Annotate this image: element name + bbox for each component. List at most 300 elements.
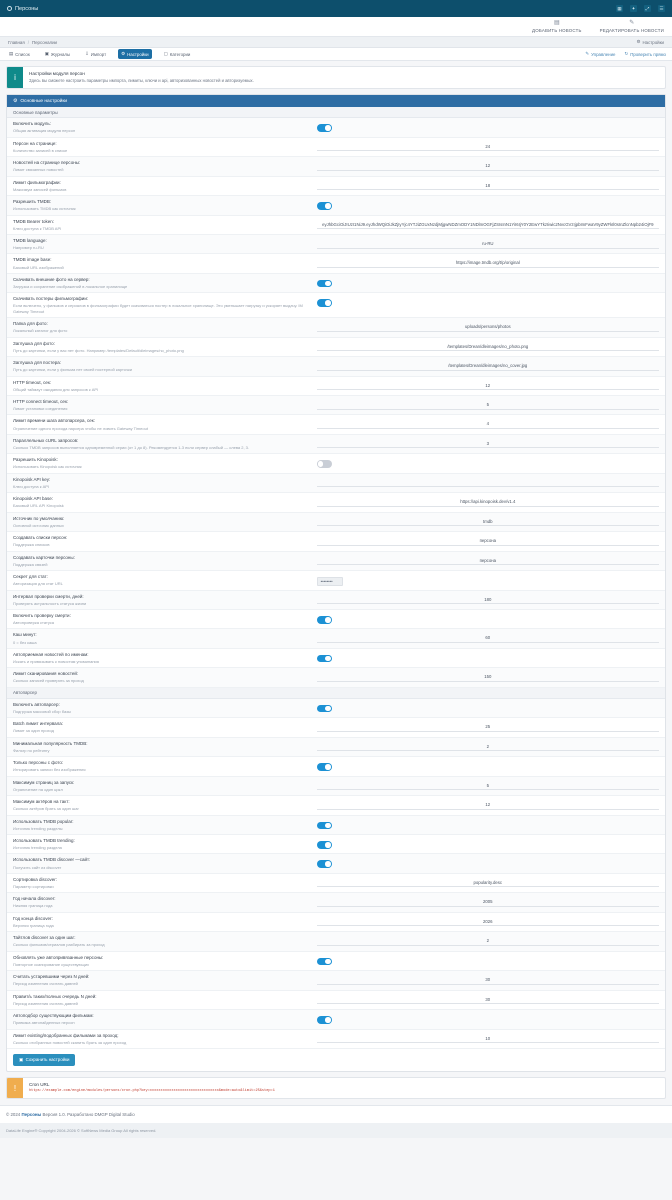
setting-label-group	[13, 955, 317, 967]
setting-control	[317, 516, 659, 527]
setting-hint: Получить сайт из discover	[13, 864, 62, 870]
setting-text-field[interactable]	[317, 163, 659, 171]
setting-text-field[interactable]	[317, 674, 659, 682]
setting-toggle[interactable]	[317, 958, 332, 966]
setting-control	[317, 141, 659, 152]
setting-control	[317, 180, 659, 191]
setting-hint: Путь до картинки, если у вас нет фото. Например /templates/Default/dleimages/no_photo.png	[13, 347, 184, 353]
breadcrumb-current: Персоналии	[31, 39, 58, 45]
setting-row	[7, 649, 665, 668]
setting-hint: Путь до картинки, если у фильма нет своей постерной карточки	[13, 367, 133, 373]
setting-text-field[interactable]	[317, 144, 659, 152]
footer-secondary	[0, 1123, 672, 1138]
setting-row	[7, 874, 665, 893]
setting-label-group	[13, 760, 317, 772]
setting-row	[7, 932, 665, 951]
setting-label: Год конца discover:	[13, 915, 53, 921]
setting-label-group	[13, 555, 317, 567]
manage-label: Управление	[591, 51, 616, 57]
setting-label: HTTP timeout, сек:	[13, 379, 52, 385]
gear-icon: ⚙	[13, 98, 18, 104]
setting-control	[317, 1013, 659, 1024]
setting-text-field[interactable]	[317, 899, 659, 907]
setting-hint: Загрузка и сохранение изображений в локальное хранилище	[13, 283, 128, 289]
setting-hint: Количество записей в списке	[13, 147, 68, 153]
setting-hint: Параметр сортировки	[13, 883, 54, 889]
setting-toggle[interactable]	[317, 1016, 332, 1024]
setting-toggle[interactable]	[317, 460, 332, 468]
manage-button[interactable]	[585, 51, 615, 57]
setting-row	[7, 157, 665, 176]
setting-text-field[interactable]	[317, 558, 659, 566]
setting-hint: Подгрузка массовой сбор базы	[13, 708, 71, 714]
setting-row	[7, 493, 665, 512]
setting-toggle[interactable]	[317, 841, 332, 849]
setting-row	[7, 474, 665, 493]
setting-row	[7, 777, 665, 796]
refresh-icon: ↻	[624, 51, 629, 56]
setting-label: Разрешить Kinopoisk:	[13, 457, 58, 463]
import-icon: ⇩	[85, 51, 89, 56]
setting-row	[7, 591, 665, 610]
setting-row	[7, 338, 665, 357]
setting-text-field[interactable]	[317, 241, 659, 249]
setting-row	[7, 1010, 665, 1029]
setting-text-field[interactable]	[317, 919, 659, 927]
setting-text-field[interactable]	[317, 880, 659, 888]
save-settings-button[interactable]	[13, 1054, 75, 1066]
setting-row	[7, 118, 665, 137]
setting-hint: Локальный каталог для фото	[13, 328, 68, 334]
tab-bar	[0, 48, 672, 61]
setting-toggle[interactable]	[317, 299, 332, 307]
setting-label: Использовать TMDB popular:	[13, 818, 74, 824]
setting-label: Kinopoisk API key:	[13, 476, 51, 482]
setting-label: Источник по умолчанию:	[13, 515, 65, 521]
setting-control	[317, 916, 659, 927]
setting-toggle[interactable]	[317, 860, 332, 868]
pencil-icon: ✎	[629, 20, 635, 27]
setting-control	[317, 877, 659, 888]
setting-control	[317, 477, 659, 488]
setting-label-group	[13, 199, 317, 211]
setting-control	[317, 760, 659, 771]
setting-hint: Источник trending раздела	[13, 845, 62, 851]
setting-row	[7, 629, 665, 648]
setting-hint: Общий таймаут ожидания для запросов к API	[13, 386, 99, 392]
setting-hint: Фильтр по рейтингу	[13, 747, 50, 753]
setting-hint: Лимит установки соединения	[13, 406, 68, 412]
setting-hint: Источник trending разделы	[13, 825, 63, 831]
tag-icon: ▢	[163, 51, 168, 56]
section-header: Автопарсер	[7, 688, 665, 699]
setting-control	[317, 360, 659, 371]
expand-icon[interactable]: ⤢	[645, 6, 650, 11]
setting-text-field[interactable]	[317, 597, 659, 605]
setting-control	[317, 296, 659, 307]
setting-row	[7, 610, 665, 629]
setting-label: Считать устаревшими через N дней:	[13, 974, 90, 980]
tab-categories-label: Категории	[169, 51, 191, 57]
footer-version: Версия 1.0.	[42, 1112, 66, 1118]
setting-control	[317, 613, 659, 624]
setting-toggle[interactable]	[317, 124, 332, 132]
setting-text-field[interactable]	[317, 499, 659, 507]
setting-toggle[interactable]	[317, 280, 332, 288]
setting-label-group	[13, 721, 317, 733]
setting-text-field[interactable]	[317, 938, 659, 946]
setting-row	[7, 415, 665, 434]
setting-label-group	[13, 877, 317, 889]
setting-label: Интервал проверки смерти, дней:	[13, 593, 84, 599]
setting-row	[7, 532, 665, 551]
cron-url-notice	[6, 1077, 666, 1099]
setting-label-group	[13, 141, 317, 153]
setting-row	[7, 893, 665, 912]
setting-control	[317, 277, 659, 288]
setting-label-group	[13, 160, 317, 172]
setting-label: Секрет для стат:	[13, 574, 48, 580]
setting-text-field[interactable]	[317, 222, 659, 230]
setting-toggle[interactable]	[317, 202, 332, 210]
setting-label: HTTP connect timeout, сек:	[13, 399, 69, 405]
setting-label-group	[13, 671, 317, 683]
setting-control	[317, 652, 659, 663]
breadcrumb-right-label: Настройки	[642, 39, 664, 45]
setting-label-group	[13, 180, 317, 192]
setting-text-field[interactable]	[317, 744, 659, 752]
setting-hint: Максимум записей фильмов	[13, 186, 67, 192]
setting-label-group	[13, 935, 317, 947]
setting-hint: Поддержка списков	[13, 542, 50, 548]
top-bar	[0, 0, 672, 17]
setting-label-group	[13, 516, 317, 528]
setting-label: Лимит времени шага автопарсера, сек:	[13, 418, 96, 424]
setting-toggle[interactable]	[317, 822, 332, 830]
setting-label-group	[13, 1033, 317, 1045]
setting-row	[7, 796, 665, 815]
setting-label: Каш минут:	[13, 632, 37, 638]
tab-list-label: Список	[15, 51, 30, 57]
setting-control	[317, 199, 659, 210]
setting-hint: Ключ доступа к API	[13, 483, 50, 489]
menu-icon[interactable]: ☰	[659, 5, 664, 11]
save-icon: ▣	[19, 1056, 24, 1062]
setting-label: Включить автопарсер:	[13, 701, 60, 707]
setting-hint: Например ru-RU	[13, 245, 44, 251]
setting-text-field[interactable]	[317, 344, 659, 352]
setting-label-group	[13, 896, 317, 908]
setting-label-group	[13, 799, 317, 811]
cron-url-code: https://example.com/engine/modules/persons/cron.php?key=xxxxxxxxxxxxxxxxxxxxxxxxxxxxxxxx&mode=auto&limit=25&step=1	[29, 1088, 275, 1093]
setting-row	[7, 196, 665, 215]
setting-row	[7, 435, 665, 454]
section-header: Основные параметры	[7, 107, 665, 118]
setting-label: Лимит existing/подобранных фильмами за проход:	[13, 1032, 119, 1038]
check-button[interactable]	[625, 51, 666, 57]
setting-hint: Авторизация для стат URL	[13, 581, 63, 587]
setting-label: Разрешить TMDB:	[13, 199, 52, 205]
setting-row	[7, 699, 665, 718]
setting-hint: Ключ доступа к TMDB API	[13, 225, 62, 231]
setting-row	[7, 571, 665, 590]
setting-label-group	[13, 296, 317, 314]
setting-label: Только персоны с фото:	[13, 760, 64, 766]
setting-toggle[interactable]	[317, 763, 332, 771]
setting-label: TMDB image base:	[13, 257, 52, 263]
setting-toggle[interactable]	[317, 705, 332, 713]
breadcrumb-settings-link[interactable]	[637, 39, 664, 45]
plus-doc-icon: ▤	[553, 20, 560, 27]
setting-hint: Общая активация модуля персон	[13, 128, 76, 134]
list-icon: ▤	[9, 51, 14, 56]
setting-text-field[interactable]	[317, 363, 659, 371]
setting-control	[317, 535, 659, 546]
setting-row	[7, 177, 665, 196]
setting-text-field[interactable]	[317, 635, 659, 643]
setting-text-field[interactable]	[317, 383, 659, 391]
setting-label-group	[13, 819, 317, 831]
setting-label-group	[13, 632, 317, 644]
edit-news-button[interactable]	[600, 19, 664, 34]
setting-label-group	[13, 219, 317, 231]
info-notice	[6, 66, 666, 89]
footer-primary	[0, 1105, 672, 1123]
setting-hint: Базовый URL изображений	[13, 264, 64, 270]
grid-icon[interactable]: ▦	[617, 5, 622, 11]
setting-row	[7, 971, 665, 990]
setting-control	[317, 219, 659, 230]
setting-label-group	[13, 477, 317, 489]
setting-control	[317, 238, 659, 249]
setting-text-field[interactable]	[317, 1036, 659, 1044]
setting-label: Тайтлов discover за один шаг:	[13, 935, 76, 941]
footer-suffix: Разработано DMGP Digital Studio	[67, 1112, 135, 1118]
setting-control	[317, 594, 659, 605]
setting-row	[7, 318, 665, 337]
setting-label-group	[13, 238, 317, 250]
setting-label-group	[13, 574, 317, 586]
setting-label-group	[13, 994, 317, 1006]
setting-text-field[interactable]	[317, 260, 659, 268]
setting-hint: Ограничение одного прохода парсера чтобы не ловить Gateway Timeout	[13, 425, 148, 431]
setting-row	[7, 668, 665, 687]
setting-row	[7, 835, 665, 854]
setting-row	[7, 216, 665, 235]
setting-label: Создавать карточки персоны:	[13, 554, 75, 560]
setting-hint: Если включено, у фильмов и сериалов в фильмографии будет скачиваться постер в локальное хранилище. Это уменьшает нагрузку и ускоряет выдачу. IM Gateway Timeout	[13, 303, 303, 314]
setting-label: Максимум актёров на такт:	[13, 799, 70, 805]
setting-label: Сортировка discover:	[13, 876, 57, 882]
panel-title: Основные настройки	[20, 98, 68, 104]
setting-label: Обновлять уже автопривязанные персоны:	[13, 954, 104, 960]
setting-hint: Верхняя граница года	[13, 922, 54, 928]
setting-label: Использовать TMDB discover —сайт:	[13, 857, 91, 863]
setting-control	[317, 380, 659, 391]
setting-control	[317, 935, 659, 946]
settings-panel	[6, 94, 666, 1072]
tab-settings[interactable]	[118, 49, 151, 59]
setting-label-group	[13, 974, 317, 986]
settings-sections	[7, 107, 665, 1049]
setting-label-group	[13, 277, 317, 289]
setting-row	[7, 1030, 665, 1049]
setting-row	[7, 952, 665, 971]
setting-label-group	[13, 780, 317, 792]
setting-control	[317, 457, 659, 468]
breadcrumb-separator: /	[27, 39, 29, 45]
save-label: Сохранить настройки	[25, 1057, 70, 1063]
doc-icon: ▣	[44, 51, 49, 56]
setting-label: Лимит фильмографии:	[13, 179, 61, 185]
tab-categories[interactable]	[161, 49, 194, 59]
setting-text-field[interactable]	[317, 802, 659, 810]
setting-label-group	[13, 121, 317, 133]
setting-control	[317, 341, 659, 352]
setting-hint: Сколько записей проверять за проход	[13, 678, 84, 684]
gear-icon: ⚙	[121, 51, 126, 56]
add-news-label: ДОБАВИТЬ НОВОСТЬ	[532, 27, 582, 33]
setting-row	[7, 913, 665, 932]
gear-icon[interactable]: ✦	[631, 5, 636, 11]
pencil-icon: ✎	[585, 51, 590, 56]
setting-text-field[interactable]	[317, 997, 659, 1005]
setting-toggle[interactable]	[317, 616, 332, 624]
app-brand	[7, 6, 38, 12]
setting-text-field[interactable]	[317, 783, 659, 791]
setting-label-group	[13, 652, 317, 664]
setting-control	[317, 994, 659, 1005]
setting-row	[7, 552, 665, 571]
setting-label: Заглушка для постера:	[13, 360, 61, 366]
add-news-button[interactable]	[532, 19, 582, 34]
setting-hint: Сколько TMDB запросов выполняется одновременной серии (от 1 до 8). Рекомендуется 1-3 если сервер слабый — слева 2, 3.	[13, 445, 250, 450]
setting-control	[317, 257, 659, 268]
setting-text-field[interactable]	[317, 977, 659, 985]
setting-row	[7, 816, 665, 835]
setting-control	[317, 321, 659, 332]
setting-control	[317, 121, 659, 132]
setting-text-field[interactable]	[317, 402, 659, 410]
setting-text-field[interactable]	[317, 441, 659, 449]
setting-text-field[interactable]	[317, 519, 659, 527]
setting-label-group	[13, 438, 317, 450]
setting-label: Использовать TMDB trending:	[13, 838, 75, 843]
setting-label: Включить модуль:	[13, 121, 51, 127]
setting-hint: Период изменения считать давней	[13, 1000, 78, 1006]
setting-label-group	[13, 857, 317, 869]
setting-label-group	[13, 535, 317, 547]
setting-label-group	[13, 380, 317, 392]
setting-row	[7, 377, 665, 396]
tab-journals[interactable]	[42, 49, 73, 59]
notice-title: Настройки модуля персон	[29, 71, 85, 76]
check-label: Проверить прямо	[630, 51, 666, 57]
brand-dot-icon	[7, 6, 12, 11]
setting-row	[7, 854, 665, 873]
setting-control	[317, 632, 659, 643]
setting-label-group	[13, 594, 317, 606]
setting-label: Включить проверку смерти:	[13, 613, 71, 619]
setting-control	[317, 819, 659, 830]
setting-text-field[interactable]	[317, 183, 659, 191]
setting-label: Параллельных cURL запросов:	[13, 437, 79, 443]
setting-row	[7, 738, 665, 757]
setting-hint: Использовать Kinopoisk как источник	[13, 464, 82, 470]
setting-label: Скачивать постеры фильмографии:	[13, 296, 89, 302]
setting-row	[7, 293, 665, 318]
setting-text-field[interactable]	[317, 724, 659, 732]
topbar-icons	[616, 5, 665, 12]
setting-label: Год начала discover:	[13, 896, 56, 902]
setting-label: Максимум страниц за запуск:	[13, 779, 75, 785]
setting-label: Автоприемная новостей по именам:	[13, 651, 89, 657]
setting-label-group	[13, 1013, 317, 1025]
setting-text-field[interactable]	[317, 538, 659, 546]
setting-label-group	[13, 613, 317, 625]
setting-row	[7, 138, 665, 157]
edit-news-label: РЕДАКТИРОВАТЬ НОВОСТИ	[599, 27, 664, 33]
setting-toggle[interactable]	[317, 655, 332, 663]
setting-hint: Игнорировать записи без изображения	[13, 767, 86, 773]
breadcrumb	[0, 37, 672, 48]
setting-label-group	[13, 360, 317, 372]
setting-control	[317, 438, 659, 449]
setting-hint: Основной источник данных	[13, 522, 64, 528]
setting-label: Новостей на странице персоны:	[13, 160, 81, 166]
setting-label: Batch лимит интервала:	[13, 721, 64, 727]
setting-label-group	[13, 341, 317, 353]
setting-label: TMDB language:	[13, 238, 47, 244]
setting-row	[7, 718, 665, 737]
setting-text-field[interactable]	[317, 324, 659, 332]
breadcrumb-home[interactable]: Главная	[8, 39, 25, 45]
setting-hint: Нижняя граница года	[13, 903, 53, 909]
setting-label-group	[13, 418, 317, 430]
setting-row	[7, 991, 665, 1010]
setting-row	[7, 357, 665, 376]
setting-control	[317, 418, 659, 429]
setting-hint: Использовать TMDB как источник	[13, 206, 76, 212]
warning-icon: !	[7, 1078, 23, 1098]
tab-list[interactable]	[6, 49, 33, 59]
setting-row	[7, 396, 665, 415]
setting-label: Создавать списки персон:	[13, 535, 68, 541]
setting-row	[7, 254, 665, 273]
setting-label: TMDB Bearer token:	[13, 218, 55, 224]
setting-hint: Лимит связанных новостей	[13, 167, 64, 173]
tab-settings-label: Настройки	[127, 51, 149, 57]
info-icon: i	[7, 67, 23, 88]
setting-control	[317, 496, 659, 507]
setting-label: Правит/ь таких/полных очередь N дней:	[13, 993, 97, 999]
setting-hint: Сколько фильмов/сериалов разбирать за проход	[13, 942, 105, 948]
setting-control	[317, 702, 659, 713]
setting-label-group	[13, 702, 317, 714]
setting-text-field[interactable]	[317, 421, 659, 429]
tab-import[interactable]	[82, 49, 109, 59]
app-title: Персоны	[15, 5, 39, 12]
setting-row	[7, 513, 665, 532]
setting-control	[317, 721, 659, 732]
setting-hint: Повторное сканирование существующих	[13, 961, 90, 967]
setting-control	[317, 974, 659, 985]
setting-text-field[interactable]	[317, 480, 659, 488]
setting-control	[317, 160, 659, 171]
setting-row	[7, 274, 665, 293]
setting-control	[317, 555, 659, 566]
setting-password-field[interactable]: ••••••••	[317, 577, 343, 586]
